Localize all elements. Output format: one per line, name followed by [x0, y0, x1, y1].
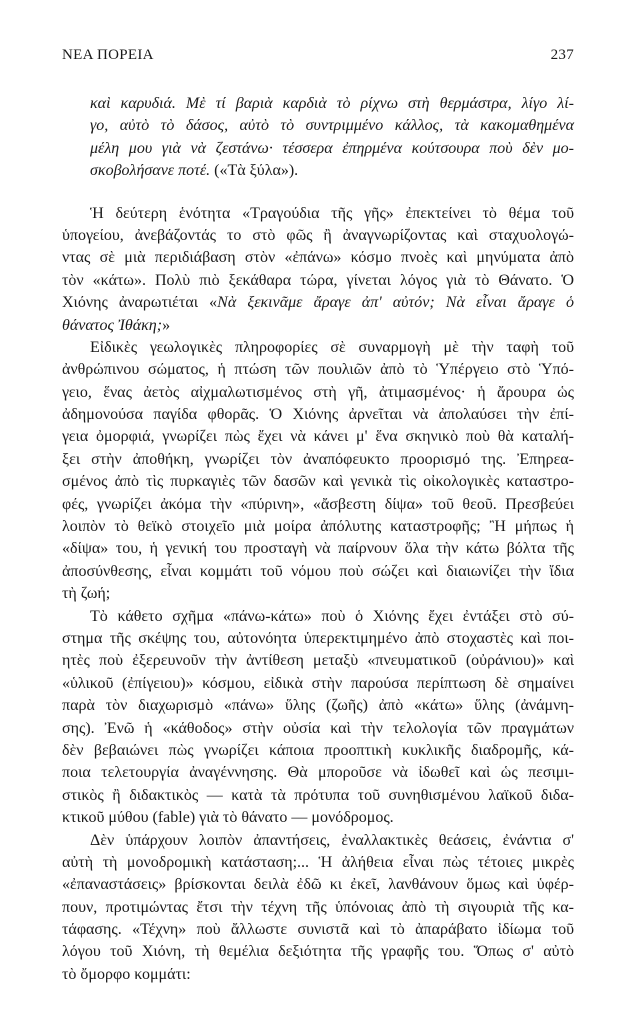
text-run: στικὸς ἢ διδακτικὸς — κατὰ τὰ πρότυπα τοῦ συνηθισμένου λαϊκοῦ διδα-	[62, 786, 574, 804]
text-run: γειο, ἕνας ἀετὸς αἰχμαλωτισμένος στὴ γῆ, ἀτιμασμένος· ἡ ἄρουρα ὡς	[62, 383, 574, 401]
text-line	[62, 449, 574, 471]
text-run: δὲν βεβαιώνει πὼς γνωρίζει κάποια προοπτικὴ κυκλικῆς διαδρομῆς, κά-	[62, 741, 574, 759]
text-run: γεια ὀμορφιά, γνωρίζει πὼς ἔχει νὰ κάνει μ' ἕνα σκηνικὸ ποὺ θὰ καταλή-	[62, 428, 574, 446]
text-line	[90, 138, 574, 160]
text-run: Εἰδικὲς γεωλογικὲς πληροφορίες σὲ συναρμογὴ μὲ τὴν ταφὴ τοῦ	[90, 338, 574, 356]
text-run: πουν, προτιμώντας ἔτσι τὴν τέχνη τῆς ὑπόνοιας ἀπὸ τὴ σιγουριὰ τῆς κα-	[62, 898, 574, 916]
text-line	[62, 292, 574, 314]
text-run: παρὰ τὸν διαχωρισμὸ «πάνω» ὕλης (ζωῆς) ἀπὸ «κάτω» ὕλης (ἀνάμνη-	[62, 697, 574, 715]
text-run: σης). Ἐνῶ ἡ «κάθοδος» στὴν οὐσία καὶ τὴν τελολογία τῶν πραγμάτων	[62, 719, 574, 737]
text-line	[62, 583, 574, 605]
text-run: Δὲν ὑπάρχουν λοιπὸν ἀπαντήσεις, ἐναλλακτικὲς θεάσεις, ἐνάντια σ'	[90, 831, 574, 849]
text-line	[62, 606, 574, 628]
block-quote	[62, 93, 574, 183]
italic-text: γο, αὐτὸ τὸ δάσος, αὐτὸ τὸ συντριμμένο κάλλος, τὰ κακομαθημένα	[90, 117, 574, 135]
text-line	[62, 762, 574, 784]
text-run: ητὲς ποὺ ἐξερευνοῦν τὴν ἀντίθεση μεταξὺ «πνευματικοῦ (οὐράνιου)» καὶ	[62, 652, 574, 670]
text-run: ξει στὴν ἀποθήκη, γνωρίζει τὸν ἀναπόφευκτο προορισμό της. Ἐπηρεα-	[62, 450, 574, 468]
text-run: αὐτὴ τὴ μονοδρομικὴ κατάσταση;... Ἡ ἀλήθεια εἶναι πὼς τέτοιες μικρὲς	[62, 853, 574, 871]
text-line	[62, 740, 574, 762]
text-run: ποια τελετουργία ἀναγέννησης. Θὰ μποροῦσε νὰ ἰδωθεῖ καὶ ὡς πεσιμι-	[62, 764, 574, 782]
text-line	[62, 650, 574, 672]
text-line	[62, 964, 574, 986]
page-number: 237	[550, 47, 574, 63]
text-line	[62, 852, 574, 874]
text-run: τὸν «κάτω». Πολὺ πιὸ ξεκάθαρα τώρα, γίνεται λόγος γιὰ τὸ Θάνατο. Ὁ	[62, 271, 574, 289]
text-line	[62, 382, 574, 404]
text-run: »	[162, 316, 171, 334]
text-run: ἀδημονούσα παγίδα φθορᾶς. Ὁ Χιόνης ἀρνεῖται νὰ ἀπολαύσει τὴν ἐπί-	[62, 406, 574, 424]
running-title: ΝΕΑ ΠΟΡΕΙΑ	[62, 47, 154, 63]
text-line	[62, 337, 574, 359]
text-line	[62, 494, 574, 516]
text-run: κτικοῦ μύθου (fable) γιὰ τὸ θάνατο — μονόδρομος.	[62, 809, 394, 827]
text-run: «ἐπαναστάσεις» βρίσκονται δειλὰ ἐδῶ κι ἐκεῖ, λανθάνουν ὅμως καὶ ὑφέρ-	[62, 876, 574, 894]
text-run: Τὸ κάθετο σχῆμα «πάνω-κάτω» ποὺ ὁ Χιόνης ἔχει ἐντάξει στὸ σύ-	[90, 607, 574, 625]
text-run: λόγου τοῦ Χιόνη, τὴ θεμέλια δεξιότητα τῆς γραφῆς του. Ὅπως σ' αὐτὸ	[62, 943, 574, 961]
text-run: ντας σὲ μιὰ περιδιάβαση στὸν «ἐπάνω» κόσμο πνοὲς καὶ μηνύματα ἀπὸ	[62, 249, 574, 267]
paragraph	[62, 337, 574, 606]
text-line	[62, 404, 574, 426]
italic-text: μέλη μου γιὰ νὰ ζεστάνω· τέσσερα ἐπηρμένα κούτσουρα ποὺ δὲν μο-	[90, 139, 574, 157]
text-line	[62, 471, 574, 493]
text-run: ὑπογείου, ἀνεβάζοντάς το στὸ φῶς ἢ ἀναγνωρίζοντας καὶ σταχυολογώ-	[62, 226, 574, 244]
text-line	[62, 695, 574, 717]
text-line	[90, 93, 574, 115]
text-line	[62, 426, 574, 448]
text-line	[62, 897, 574, 919]
text-line	[62, 830, 574, 852]
text-line	[90, 160, 574, 182]
text-run: τάφασης. «Τέχνη» ποὺ ἄλλωστε συνιστᾶ καὶ τὸ ἀπαράβατο ἰδίωμα τοῦ	[62, 921, 574, 939]
running-head	[62, 47, 574, 67]
text-line	[62, 315, 574, 337]
text-run: «δίψα» του, ἡ γενική του προσταγὴ νὰ παίρνουν ὅλα τὴν κάτω βόλτα τῆς	[62, 540, 574, 558]
text-line	[90, 115, 574, 137]
text-line	[62, 359, 574, 381]
text-run: φές, γνωρίζει ἀκόμα τὴν «πύρινη», «ἄσβεστη δίψα» τοῦ θεοῦ. Πρεσβεύει	[62, 495, 574, 513]
text-line	[62, 874, 574, 896]
text-line	[62, 538, 574, 560]
text-run: Χιόνης ἀναρωτιέται «	[62, 294, 218, 312]
paragraph	[62, 606, 574, 830]
italic-text: καὶ καρυδιά. Μὲ τί βαριὰ καρδιὰ τὸ ρίχνω στὴ θερμάστρα, λίγο λί-	[90, 95, 574, 112]
paragraph	[62, 203, 574, 337]
text-line	[62, 718, 574, 740]
text-line	[62, 628, 574, 650]
text-line	[62, 561, 574, 583]
text-line	[62, 516, 574, 538]
text-run: τὸ ὄμορφο κομμάτι:	[62, 965, 191, 983]
page-body	[62, 93, 574, 986]
text-run: τὴ ζωή;	[62, 585, 111, 603]
text-line	[62, 785, 574, 807]
text-line	[62, 919, 574, 941]
italic-text: Νὰ ξεκινᾶμε ἄραγε ἀπ' αὐτόν; Νὰ εἶναι ἄραγε ὁ	[217, 294, 574, 312]
text-run: λοιπὸν τὸ θεϊκὸ στοιχεῖο μιὰ μοίρα ἀπόλυτης καταστροφῆς; Ἢ μήπως ἡ	[62, 518, 574, 536]
text-run: «ὑλικοῦ (ἐπίγειου)» κόσμου, εἰδικὰ στὴν παρούσα περίπτωση δὲ σημαίνει	[62, 674, 574, 692]
italic-text: θάνατος Ἰθάκη;	[62, 316, 163, 334]
text-run: («Τὰ ξύλα»).	[210, 162, 299, 180]
text-line	[62, 807, 574, 829]
text-run: στημα τῆς σκέψης του, αὐτονόητα ὑπερεκτιμημένο ἀπὸ στοχαστὲς καὶ ποι-	[62, 629, 574, 647]
text-line	[62, 673, 574, 695]
text-run: ἀνθρώπινου σώματος, ἡ πτώση τῶν πουλιῶν ἀπὸ τὸ Ὑπέργειο στὸ Ὑπό-	[62, 361, 574, 379]
text-run: ἀποσύνθεσης, εἶναι κομμάτι τοῦ νόμου ποὺ σώζει καὶ διαιωνίζει τὴν ἴδια	[62, 562, 574, 580]
text-run: Ἡ δεύτερη ἑνότητα «Τραγούδια τῆς γῆς» ἐπεκτείνει τὸ θέμα τοῦ	[90, 204, 574, 222]
text-line	[62, 247, 574, 269]
paragraph	[62, 830, 574, 987]
text-line	[62, 203, 574, 225]
text-line	[62, 941, 574, 963]
text-run: σμένος ἀπὸ τὶς πυρκαγιὲς τῶν δασῶν καὶ γενικὰ τὶς οἰκολογικὲς καταστρο-	[62, 473, 574, 491]
text-line	[62, 270, 574, 292]
text-line	[62, 225, 574, 247]
italic-text: σκοβολήσανε ποτέ.	[90, 162, 211, 180]
